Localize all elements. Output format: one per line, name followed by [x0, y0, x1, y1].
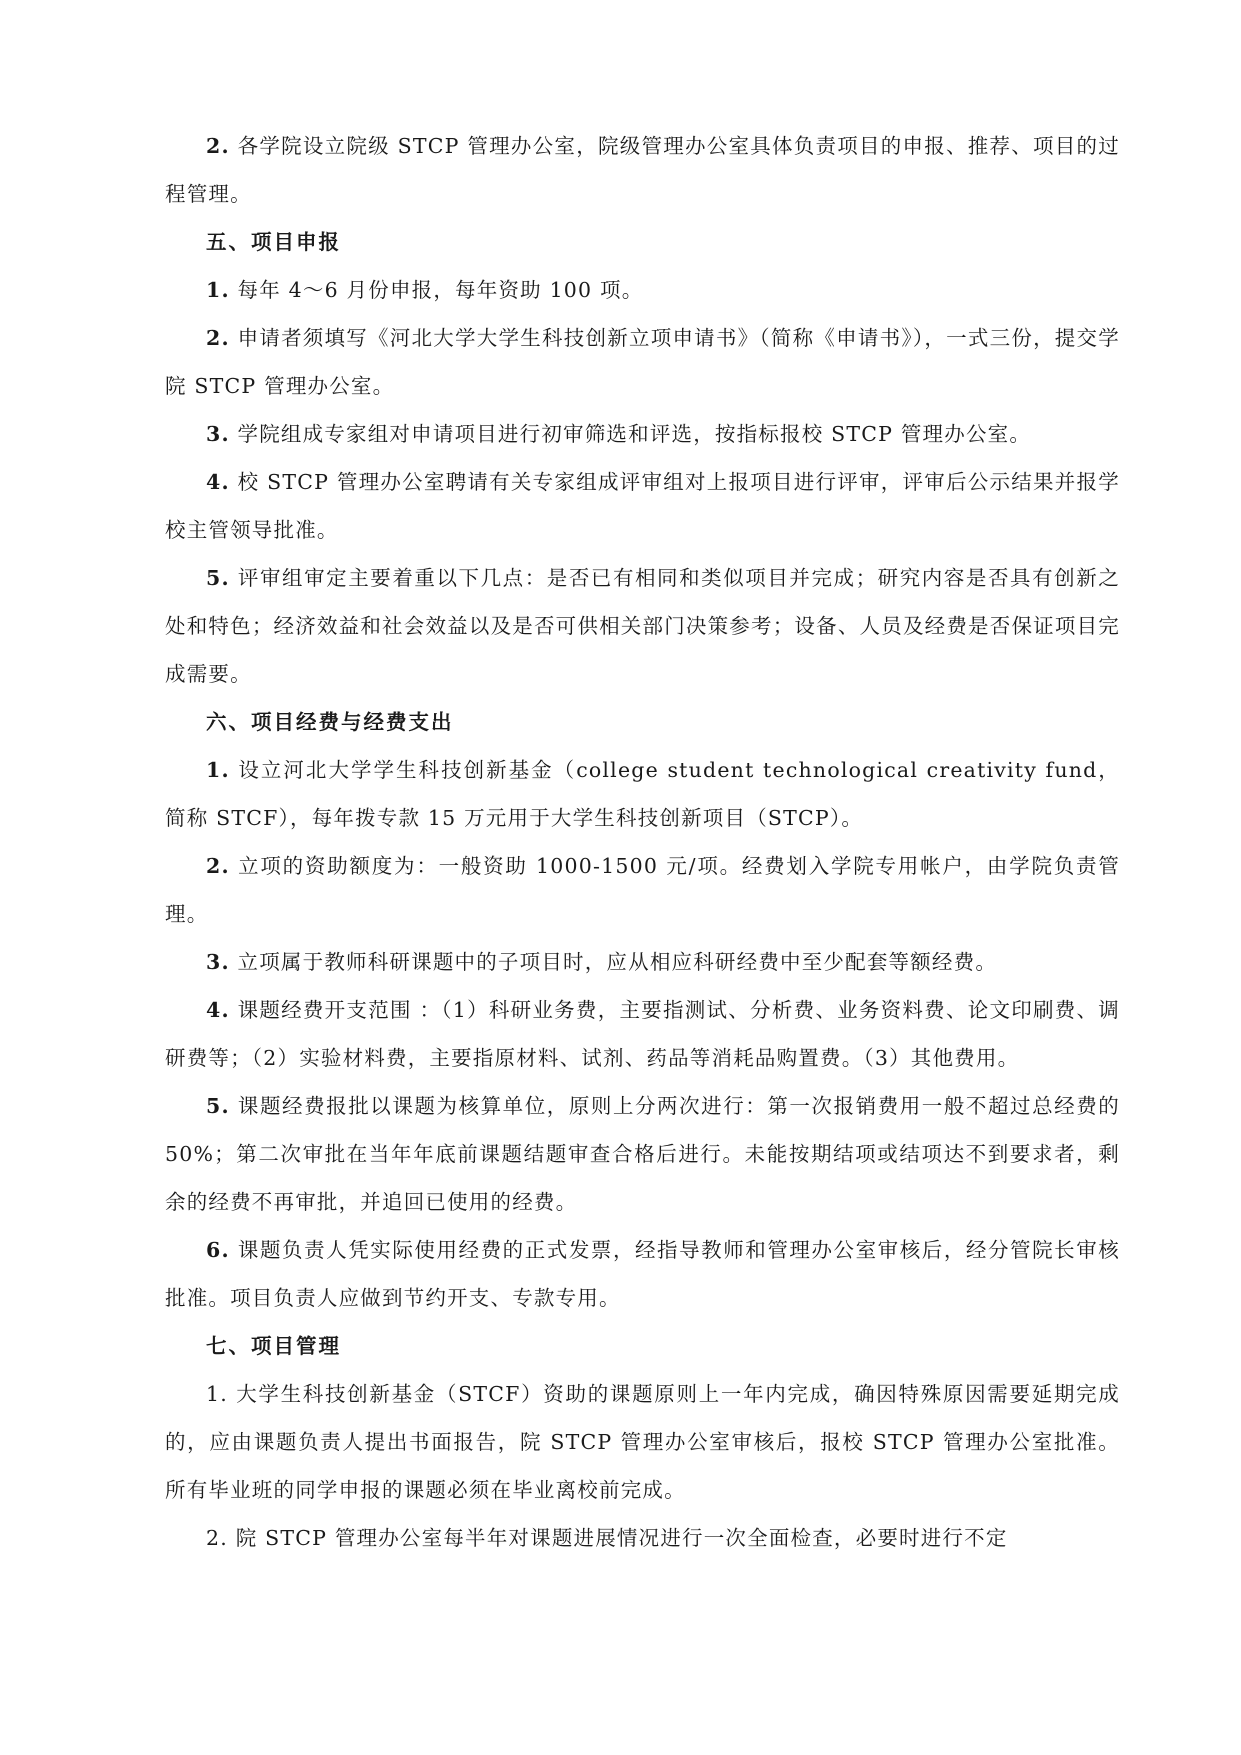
paragraph-0 [165, 122, 1120, 218]
paragraph-5 [165, 458, 1120, 554]
paragraph-text: 每年 4～6 月份申报，每年资助 100 项。 [237, 278, 644, 302]
paragraph-11 [165, 986, 1120, 1082]
paragraph-text: 设立河北大学学生科技创新基金（college student technological creativity fund，简称 STCF），每年拨专款 15 万元用于大学生科技创新项目（STCP）。 [165, 758, 1120, 830]
paragraph-number: 2. [206, 134, 230, 158]
paragraph-number: 2. [206, 1526, 228, 1550]
paragraph-text: 课题负责人凭实际使用经费的正式发票，经指导教师和管理办公室审核后，经分管院长审核批准。项目负责人应做到节约开支、专款专用。 [165, 1238, 1120, 1310]
paragraph-text: 大学生科技创新基金（STCF）资助的课题原则上一年内完成，确因特殊原因需要延期完成的，应由课题负责人提出书面报告，院 STCP 管理办公室审核后，报校 STCP 管理办公室批准。所有毕业班的同学申报的课题必须在毕业离校前完成。 [165, 1382, 1120, 1502]
paragraph-number: 1. [206, 758, 230, 782]
paragraph-number: 3. [206, 950, 230, 974]
section-heading-7: 七、项目管理 [206, 1334, 341, 1358]
paragraph-number: 2. [206, 854, 230, 878]
paragraph-text: 学院组成专家组对申请项目进行初审筛选和评选，按指标报校 STCP 管理办公室。 [237, 422, 1032, 446]
paragraph-9 [165, 842, 1120, 938]
paragraph-8 [165, 746, 1120, 842]
section-heading-6: 六、项目经费与经费支出 [206, 710, 454, 734]
paragraph-text: 课题经费开支范围 ：（1）科研业务费，主要指测试、分析费、业务资料费、论文印刷费、调研费等；（2）实验材料费，主要指原材料、试剂、药品等消耗品购置费。（3）其他费用。 [165, 998, 1121, 1070]
paragraph-text: 申请者须填写《河北大学大学生科技创新立项申请书》（简称《申请书》），一式三份，提交学院 STCP 管理办公室。 [165, 326, 1120, 398]
document-page [165, 122, 1120, 1562]
paragraph-text: 课题经费报批以课题为核算单位，原则上分两次进行：第一次报销费用一般不超过总经费的 50%；第二次审批在当年年底前课题结题审查合格后进行。未能按期结项或结项达不到要求者，剩余的经费不再审批，并追回已使用的经费。 [165, 1094, 1120, 1214]
paragraph-text: 立项属于教师科研课题中的子项目时，应从相应科研经费中至少配套等额经费。 [237, 950, 998, 974]
paragraph-number: 6. [206, 1238, 230, 1262]
paragraph-16 [165, 1514, 1120, 1562]
paragraph-number: 2. [206, 326, 230, 350]
paragraph-text: 评审组审定主要着重以下几点：是否已有相同和类似项目并完成；研究内容是否具有创新之处和特色；经济效益和社会效益以及是否可供相关部门决策参考；设备、人员及经费是否保证项目完成需要。 [165, 566, 1120, 686]
paragraph-4 [165, 410, 1120, 458]
paragraph-12 [165, 1082, 1120, 1226]
paragraph-6 [165, 554, 1120, 698]
paragraph-number: 1. [206, 278, 230, 302]
paragraph-number: 4. [206, 470, 230, 494]
paragraph-number: 3. [206, 422, 230, 446]
paragraph-2 [165, 266, 1120, 314]
paragraph-number: 5. [206, 566, 230, 590]
paragraph-3 [165, 314, 1120, 410]
paragraph-text: 立项的资助额度为：一般资助 1000-1500 元/项。经费划入学院专用帐户，由学院负责管理。 [165, 854, 1120, 926]
paragraph-text: 各学院设立院级 STCP 管理办公室，院级管理办公室具体负责项目的申报、推荐、项目的过程管理。 [165, 134, 1121, 206]
paragraph-15 [165, 1370, 1120, 1514]
paragraph-13 [165, 1226, 1120, 1322]
section-heading-5: 五、项目申报 [206, 230, 341, 254]
paragraph-text: 院 STCP 管理办公室每半年对课题进展情况进行一次全面检查，必要时进行不定 [235, 1526, 1008, 1550]
paragraph-10 [165, 938, 1120, 986]
paragraph-number: 5. [206, 1094, 230, 1118]
paragraph-text: 校 STCP 管理办公室聘请有关专家组成评审组对上报项目进行评审，评审后公示结果并报学校主管领导批准。 [165, 470, 1121, 542]
paragraph-number: 1. [206, 1382, 228, 1406]
paragraph-number: 4. [206, 998, 230, 1022]
